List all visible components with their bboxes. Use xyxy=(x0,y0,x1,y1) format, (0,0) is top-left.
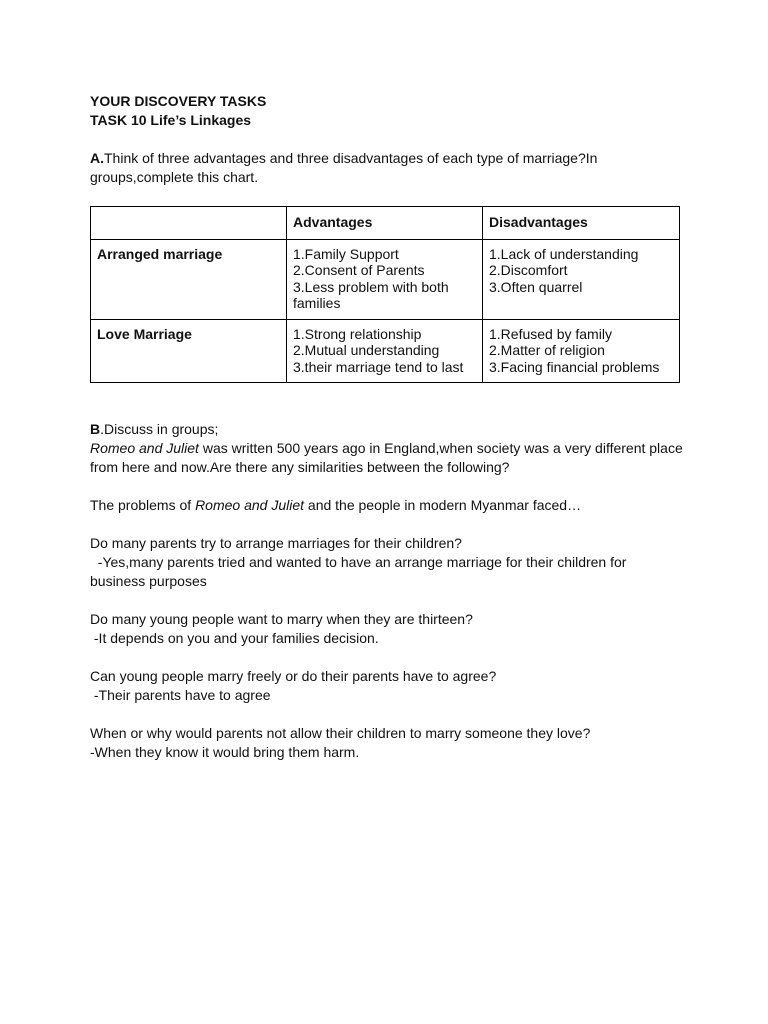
love-disadvantages-cell xyxy=(483,319,680,383)
section-b-prompt xyxy=(90,420,690,439)
section-b-context-text: was written 500 years ago in England,when society was a very different place xyxy=(198,440,683,456)
question: Do many young people want to marry when they are thirteen? xyxy=(90,611,473,627)
question: When or why would parents not allow their children to marry someone they love? xyxy=(90,725,591,741)
problems-pre: The problems of xyxy=(90,497,196,513)
list-item: 1.Strong relationship xyxy=(293,325,422,342)
love-advantages-cell xyxy=(287,319,483,383)
list-item: 3.Facing financial problems xyxy=(489,358,660,375)
chart-header-empty xyxy=(91,207,287,240)
question: Can young people marry freely or do their parents have to agree? xyxy=(90,668,497,684)
list-item: 2.Matter of religion xyxy=(489,342,605,358)
qa-item xyxy=(90,610,690,648)
document-title: YOUR DISCOVERY TASKS xyxy=(90,93,267,109)
list-item: families xyxy=(293,295,341,311)
play-title: Romeo and Juliet xyxy=(90,440,199,456)
arranged-disadvantages-cell xyxy=(483,239,680,319)
section-b xyxy=(90,420,690,762)
answer: -Their parents have to agree xyxy=(90,687,271,703)
list-item: 1.Lack of understanding xyxy=(489,245,639,262)
document-page xyxy=(90,92,690,762)
play-title: Romeo and Juliet xyxy=(195,497,305,513)
section-b-context xyxy=(90,439,690,458)
question: Do many parents try to arrange marriages for their children? xyxy=(90,535,462,551)
chart-header-disadvantages: Disadvantages xyxy=(483,207,680,240)
section-b-label: B xyxy=(90,421,101,437)
section-a-text-continued: groups,complete this chart. xyxy=(90,169,259,185)
qa-item xyxy=(90,667,690,705)
list-item: 1.Refused by family xyxy=(489,325,612,342)
arranged-advantages-cell xyxy=(287,239,483,319)
section-a-label: A. xyxy=(90,150,104,166)
chart-header-advantages: Advantages xyxy=(287,207,483,240)
problems-statement xyxy=(90,496,690,515)
section-b-context-continued: from here and now.Are there any similarities between the following? xyxy=(90,459,510,475)
list-item: 2.Discomfort xyxy=(489,262,568,278)
list-item: 3.their marriage tend to last xyxy=(293,358,464,375)
table-row xyxy=(91,319,680,383)
qa-item xyxy=(90,534,690,591)
marriage-chart xyxy=(90,206,680,383)
list-item: 3.Less problem with both xyxy=(293,278,449,295)
task-title: TASK 10 Life’s Linkages xyxy=(90,112,252,128)
section-b-intro: .Discuss in groups; xyxy=(100,421,219,437)
answer: -Yes,many parents tried and wanted to have an arrange marriage for their children for xyxy=(90,554,627,570)
problems-post: and the people in modern Myanmar faced… xyxy=(304,497,582,513)
list-item: 2.Mutual understanding xyxy=(293,342,440,358)
qa-item xyxy=(90,724,690,762)
chart-header-row xyxy=(91,207,680,240)
row-label-love-marriage: Love Marriage xyxy=(91,319,287,383)
section-a-prompt xyxy=(90,149,690,168)
row-label-arranged-marriage: Arranged marriage xyxy=(91,239,287,319)
list-item: 3.Often quarrel xyxy=(489,278,583,295)
list-item: 2.Consent of Parents xyxy=(293,262,425,278)
section-a-text: Think of three advantages and three disadvantages of each type of marriage?In xyxy=(104,150,598,166)
list-item: 1.Family Support xyxy=(293,245,399,262)
answer-continued: business purposes xyxy=(90,573,207,589)
answer: -It depends on you and your families decision. xyxy=(90,630,379,646)
answer: -When they know it would bring them harm. xyxy=(90,744,360,760)
table-row xyxy=(91,239,680,319)
